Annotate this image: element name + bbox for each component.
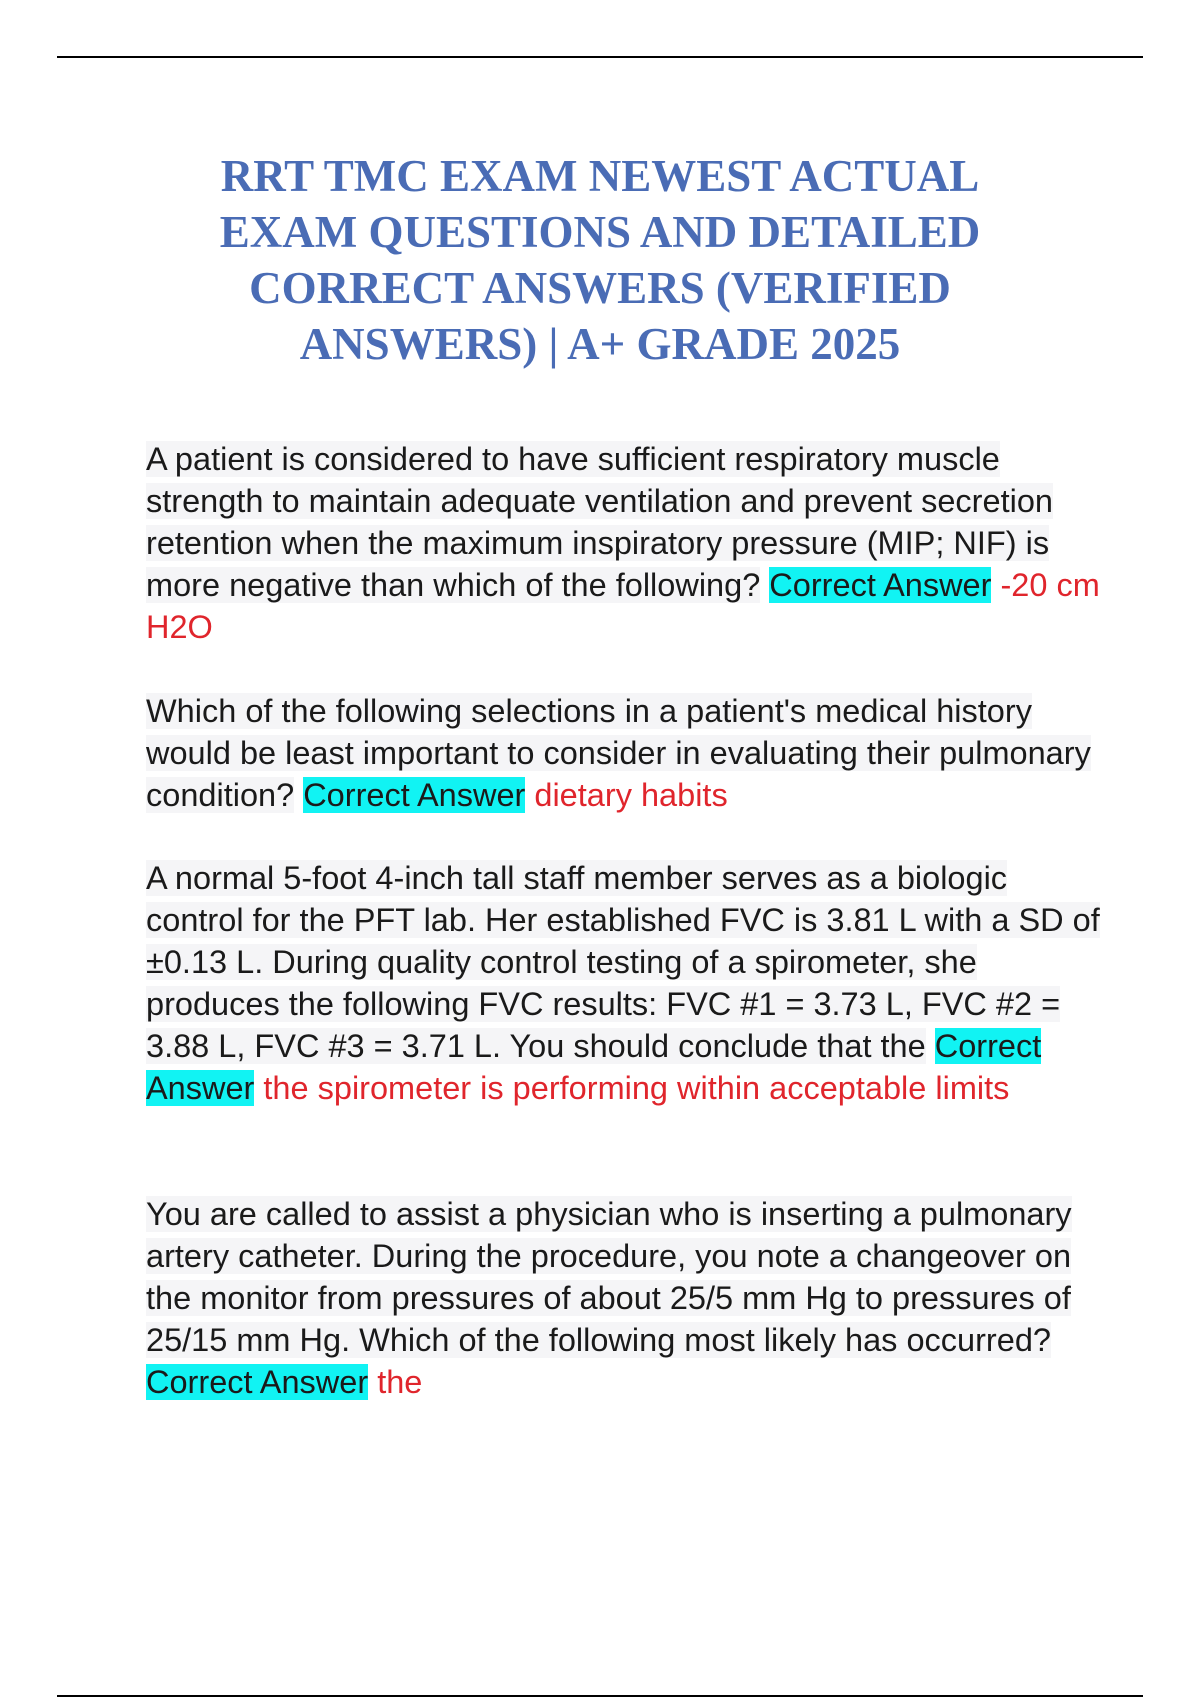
correct-answer-tag: Correct Answer: [146, 1364, 369, 1400]
document-title: RRT TMC EXAM NEWEST ACTUAL EXAM QUESTIONS AND DETAILED CORRECT ANSWERS (VERIFIED ANSWERS) | A+ GRADE 2025: [219, 151, 981, 369]
question-text: You are called to assist a physician who is inserting a pulmonary artery catheter. During the procedure, you note a changeover on the monitor from pressures of about 25/5 mm Hg to pressures of 25/15 mm Hg. Which of the following most likely has occurred?: [146, 1196, 1072, 1358]
answer-text: -20 cm H2O: [146, 567, 1100, 645]
top-divider: [57, 56, 1143, 58]
qa-item: [146, 1193, 1106, 1403]
answer-text: dietary habits: [534, 777, 728, 813]
qa-item: [146, 690, 1106, 816]
answer-text: the: [377, 1364, 423, 1400]
bottom-divider: [57, 1695, 1143, 1697]
qa-item: [146, 438, 1106, 648]
question-text: A patient is considered to have sufficient respiratory muscle strength to maintain adequate ventilation and prevent secretion retention when the maximum inspiratory pressure (MIP; NIF) is more negative than which of the following?: [146, 441, 1053, 603]
question-text: Which of the following selections in a patient's medical history would be least important to consider in evaluating their pulmonary condition?: [146, 693, 1091, 813]
question-text: A normal 5-foot 4-inch tall staff member serves as a biologic control for the PFT lab. Her established FVC is 3.81 L with a SD of ±0.13 L. During quality control testing of a spirometer, she produces the following FVC results: FVC #1 = 3.73 L, FVC #2 = 3.88 L, FVC #3 = 3.71 L. You should conclude that the: [146, 860, 1100, 1064]
answer-text: the spirometer is performing within acceptable limits: [263, 1070, 1010, 1106]
correct-answer-tag: Correct Answer: [303, 777, 526, 813]
correct-answer-tag: Correct Answer: [146, 1028, 1042, 1106]
correct-answer-tag: Correct Answer: [769, 567, 992, 603]
qa-item: [146, 857, 1106, 1109]
